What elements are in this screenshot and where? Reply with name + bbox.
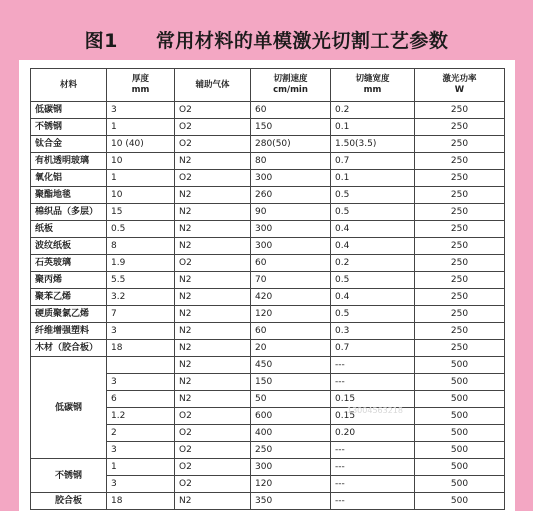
gas-cell: N2 [175,221,251,238]
table-row [31,119,505,136]
speed-cell: 120 [251,476,331,493]
kerf-cell: 0.5 [331,306,415,323]
power-cell: 250 [415,119,505,136]
kerf-cell: 0.5 [331,272,415,289]
speed-cell: 20 [251,340,331,357]
gas-cell: O2 [175,442,251,459]
table-row [31,221,505,238]
power-cell: 250 [415,102,505,119]
table-row [31,323,505,340]
kerf-cell: 0.7 [331,153,415,170]
power-cell: 500 [415,476,505,493]
power-cell: 250 [415,255,505,272]
speed-cell: 300 [251,238,331,255]
material-cell: 聚丙烯 [31,272,107,289]
kerf-cell: --- [331,374,415,391]
gas-cell: N2 [175,357,251,374]
thickness-cell [107,357,175,374]
thickness-cell: 3 [107,323,175,340]
speed-cell: 150 [251,374,331,391]
gas-cell: N2 [175,289,251,306]
header-kerf: 切缝宽度 mm [331,69,415,102]
speed-cell: 50 [251,391,331,408]
figure-title: 常用材料的单模激光切割工艺参数 [155,30,449,52]
table-row [31,238,505,255]
material-cell: 棉织品（多层） [31,204,107,221]
material-cell: 石英玻璃 [31,255,107,272]
speed-cell: 250 [251,442,331,459]
speed-cell: 600 [251,408,331,425]
table-row [31,170,505,187]
thickness-cell: 6 [107,391,175,408]
kerf-cell: 0.2 [331,255,415,272]
figure-number: 图1 [84,30,118,52]
table-row [31,306,505,323]
speed-cell: 300 [251,221,331,238]
thickness-cell: 3 [107,476,175,493]
material-cell: 聚酯地毯 [31,187,107,204]
kerf-cell: --- [331,459,415,476]
power-cell: 250 [415,170,505,187]
material-cell: 不锈钢 [31,119,107,136]
material-cell: 有机透明玻璃 [31,153,107,170]
kerf-cell: --- [331,442,415,459]
material-cell: 纤维增强塑料 [31,323,107,340]
parameter-sheet [19,60,515,511]
kerf-cell: --- [331,357,415,374]
kerf-cell: --- [331,493,415,510]
kerf-cell: 0.4 [331,238,415,255]
table-row [31,357,505,374]
table-row [31,272,505,289]
gas-cell: O2 [175,119,251,136]
gas-cell: O2 [175,136,251,153]
header-material: 材料 [31,69,107,102]
kerf-cell: 0.1 [331,119,415,136]
gas-cell: O2 [175,476,251,493]
gas-cell: N2 [175,238,251,255]
header-row [31,69,505,102]
gas-cell: O2 [175,408,251,425]
header-power: 激光功率 W [415,69,505,102]
kerf-cell: 0.3 [331,323,415,340]
power-cell: 250 [415,153,505,170]
thickness-cell: 18 [107,493,175,510]
speed-cell: 420 [251,289,331,306]
table-row [31,493,505,510]
group-material-cell: 低碳钢 [31,357,107,459]
table-row [31,136,505,153]
kerf-cell: 0.5 [331,204,415,221]
material-cell: 钛合金 [31,136,107,153]
thickness-cell: 3 [107,374,175,391]
material-cell: 硬质聚氯乙烯 [31,306,107,323]
power-cell: 250 [415,306,505,323]
thickness-cell: 5.5 [107,272,175,289]
speed-cell: 150 [251,119,331,136]
header-thickness: 厚度 mm [107,69,175,102]
material-cell: 胶合板 [31,493,107,510]
page-title [0,26,533,53]
power-cell: 250 [415,221,505,238]
thickness-cell: 1 [107,170,175,187]
power-cell: 250 [415,272,505,289]
header-speed: 切割速度 cm/min [251,69,331,102]
thickness-cell: 3.2 [107,289,175,306]
speed-cell: 60 [251,323,331,340]
thickness-cell: 10 [107,153,175,170]
group-material-cell: 不锈钢 [31,459,107,493]
thickness-cell: 8 [107,238,175,255]
gas-cell: O2 [175,255,251,272]
thickness-cell: 1 [107,459,175,476]
table-row [31,204,505,221]
power-cell: 500 [415,408,505,425]
power-cell: 250 [415,204,505,221]
table-row [31,340,505,357]
speed-cell: 300 [251,459,331,476]
gas-cell: N2 [175,391,251,408]
material-cell: 氧化铝 [31,170,107,187]
gas-cell: N2 [175,272,251,289]
table-row [31,187,505,204]
speed-cell: 260 [251,187,331,204]
power-cell: 250 [415,136,505,153]
table-row [31,289,505,306]
gas-cell: N2 [175,374,251,391]
speed-cell: 450 [251,357,331,374]
thickness-cell: 1.2 [107,408,175,425]
power-cell: 500 [415,357,505,374]
power-cell: 500 [415,391,505,408]
table-row [31,459,505,476]
speed-cell: 300 [251,170,331,187]
watermark-text: 13004563218 [347,406,403,415]
thickness-cell: 15 [107,204,175,221]
speed-cell: 120 [251,306,331,323]
table-row [31,153,505,170]
power-cell: 250 [415,187,505,204]
material-cell: 聚苯乙烯 [31,289,107,306]
power-cell: 500 [415,459,505,476]
speed-cell: 400 [251,425,331,442]
thickness-cell: 1.9 [107,255,175,272]
material-cell: 低碳钢 [31,102,107,119]
kerf-cell: 0.5 [331,187,415,204]
parameter-table [30,68,505,510]
gas-cell: N2 [175,187,251,204]
thickness-cell: 0.5 [107,221,175,238]
gas-cell: N2 [175,204,251,221]
thickness-cell: 18 [107,340,175,357]
material-cell: 波纹纸板 [31,238,107,255]
kerf-cell: 0.4 [331,289,415,306]
gas-cell: N2 [175,323,251,340]
speed-cell: 350 [251,493,331,510]
gas-cell: N2 [175,153,251,170]
power-cell: 250 [415,238,505,255]
speed-cell: 70 [251,272,331,289]
power-cell: 500 [415,374,505,391]
speed-cell: 60 [251,255,331,272]
thickness-cell: 10 [107,187,175,204]
speed-cell: 90 [251,204,331,221]
gas-cell: N2 [175,493,251,510]
kerf-cell: 0.20 [331,425,415,442]
speed-cell: 60 [251,102,331,119]
material-cell: 木材（胶合板） [31,340,107,357]
power-cell: 500 [415,442,505,459]
gas-cell: N2 [175,340,251,357]
thickness-cell: 3 [107,102,175,119]
gas-cell: O2 [175,459,251,476]
power-cell: 250 [415,323,505,340]
kerf-cell: 0.1 [331,170,415,187]
thickness-cell: 2 [107,425,175,442]
power-cell: 250 [415,289,505,306]
kerf-cell: 0.4 [331,221,415,238]
thickness-cell: 1 [107,119,175,136]
kerf-cell: 0.15 [331,391,415,408]
header-gas: 辅助气体 [175,69,251,102]
power-cell: 500 [415,493,505,510]
gas-cell: N2 [175,306,251,323]
thickness-cell: 7 [107,306,175,323]
thickness-cell: 3 [107,442,175,459]
gas-cell: O2 [175,170,251,187]
table-row [31,255,505,272]
speed-cell: 280(50) [251,136,331,153]
kerf-cell: --- [331,476,415,493]
kerf-cell: 0.2 [331,102,415,119]
gas-cell: O2 [175,102,251,119]
speed-cell: 80 [251,153,331,170]
power-cell: 500 [415,425,505,442]
thickness-cell: 10 (40) [107,136,175,153]
table-row [31,102,505,119]
gas-cell: O2 [175,425,251,442]
kerf-cell: 0.15 [331,408,415,425]
kerf-cell: 0.7 [331,340,415,357]
material-cell: 纸板 [31,221,107,238]
kerf-cell: 1.50(3.5) [331,136,415,153]
power-cell: 250 [415,340,505,357]
